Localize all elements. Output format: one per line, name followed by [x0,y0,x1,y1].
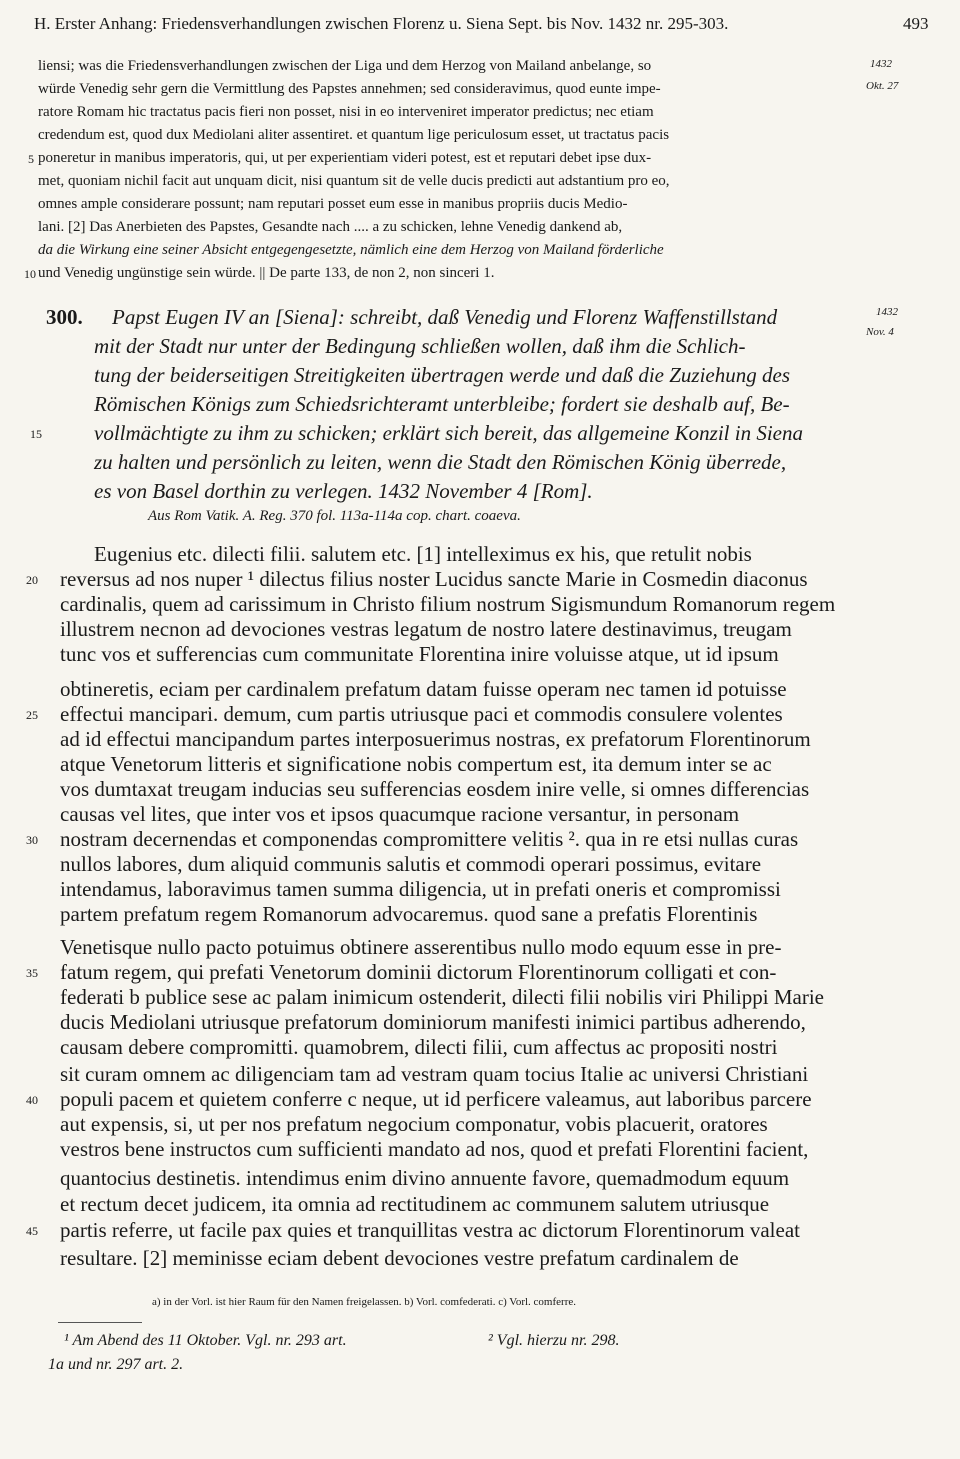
prev-line: lani. [2] Das Anerbieten des Papstes, Gesandte nach .... a zu schicken, lehne Venedig dankend ab, [38,219,623,235]
body-line: ad id effectui mancipandum partes interposuerimus nostras, ex prefatorum Florentinorum [60,727,811,751]
body-line: federati b publice sese ac palam inimicum ostenderit, dilecti filii nobilis viri Philippi Marie [60,985,824,1009]
body-line: nostram decernendas et componendas compromittere velitis ². qua in re etsi nullas curas [60,827,799,851]
prev-line: liensi; was die Friedensverhandlungen zwischen der Liga und dem Herzog von Mailand anbelange, so [38,58,652,74]
line-number: 10 [24,267,36,281]
body-line: partem prefatum regem Romanorum advocaremus. quod sane a prefatis Florentinis [60,902,758,926]
body-line: illustrem necnon ad devociones vestras legatum de nostro latere destinavimus, treugam [60,617,792,641]
body-line: tunc vos et sufferencias cum communitate Florentina inire voluisse atque, ut id ipsum [60,642,779,666]
body-line: Venetisque nullo pacto potuimus obtinere asserentibus nullo modo equum esse in pre- [60,935,782,959]
body-line: atque Venetorum litteris et significatione nobis compertum est, ita demum inter se ac [60,752,772,776]
footnote-1: ¹ Am Abend des 11 Oktober. Vgl. nr. 293 art. [64,1332,347,1349]
entry-number: 300. [46,305,83,329]
body-line: obtineretis, eciam per cardinalem prefatum datam fuisse operam nec tamen id potuisse [60,677,787,701]
apparatus-notes: a) in der Vorl. ist hier Raum für den Namen freigelassen. b) Vorl. comfederati. c) Vorl. comferre. [152,1296,576,1308]
line-number: 5 [28,152,34,166]
body-line: causam debere compromitti. quamobrem, dilecti filii, cum affectus ac propositi nostri [60,1035,778,1059]
entry-title-line: vollmächtigte zu ihm zu schicken; erklärt sich bereit, das allgemeine Konzil in Siena [94,421,804,445]
body-line: et rectum decet judicem, ita omnia ad rectitudinem ac communem salutem utriusque [60,1192,770,1216]
body-line: quantocius destinetis. intendimus enim divino annuente favore, quemadmodum equum [60,1166,790,1190]
prev-line: und Venedig ungünstige sein würde. || De parte 133, de non 2, non sinceri 1. [38,265,495,281]
body-line: vos dumtaxat treugam inducias seu sufferencias eosdem inire velle, si omnes differencias [60,777,810,801]
page-number: 493 [903,14,929,33]
body-line: resultare. [2] meminisse eciam debent devociones vestre prefatum cardinalem de [60,1246,739,1270]
body-line: cardinalis, quem ad carissimum in Christo filium nostrum Sigismundum Romanorum regem [60,592,836,616]
footnote-2: ² Vgl. hierzu nr. 298. [488,1332,620,1349]
body-line: populi pacem et quietem conferre c neque, ut id perficere valeamus, aut laboribus parcere [60,1087,812,1111]
line-number: 30 [26,833,38,847]
line-number: 15 [30,427,42,441]
running-header: H. Erster Anhang: Friedensverhandlungen zwischen Florenz u. Siena Sept. bis Nov. 1432 nr. 295-303. [34,14,729,33]
entry-margin-day: Nov. 4 [866,326,894,338]
line-number: 35 [26,966,38,980]
body-line: sit curam omnem ac diligenciam tam ad vestram quam tocius Italie ac universi Christiani [60,1062,809,1086]
entry-title-line: Römischen Königs zum Schiedsrichteramt unterbleibe; fordert sie deshalb auf, Be- [94,392,790,416]
prev-line: credendum est, quod dux Mediolani aliter assentiret. et quantum lige periculosum esset, ut tractatus pacis [38,127,670,143]
line-number: 45 [26,1224,38,1238]
line-number: 20 [26,573,38,587]
prev-line: würde Venedig sehr gern die Vermittlung des Papstes annehmen; sed consideravimus, quod eunte impe- [38,81,661,97]
entry-title-line: zu halten und persönlich zu leiten, wenn die Stadt den Römischen König überrede, [94,450,787,474]
body-line: ducis Mediolani utriusque prefatorum dominiorum manifesti inimici partibus adherendo, [60,1010,806,1034]
body-line: causas vel lites, que inter vos et ipsos quacumque racione versantur, in personam [60,802,740,826]
body-line: reversus ad nos nuper ¹ dilectus filius noster Lucidus sancte Marie in Cosmedin diaconus [60,567,808,591]
entry-title-line: tung der beiderseitigen Streitigkeiten übertragen werde und daß die Zuziehung des [94,363,790,387]
body-line: fatum regem, qui prefati Venetorum dominii dictorum Florentinorum colligati et con- [60,960,777,984]
prev-line: omnes ample considerare possunt; nam reputari posset eum esse in manibus propriis ducis Medio- [38,196,628,212]
prev-line: ratore Romam hic tractatus pacis fieri non posset, nisi in eo interveniret imperator predictus; nec etiam [38,104,654,120]
source-line: Aus Rom Vatik. A. Reg. 370 fol. 113a-114a cop. chart. coaeva. [148,508,521,524]
line-number: 40 [26,1093,38,1107]
body-line: partis referre, ut facile pax quies et tranquillitas vestra ac dictorum Florentinorum valeat [60,1218,800,1242]
footnote-rule [58,1322,142,1323]
prev-line: poneretur in manibus imperatoris, qui, ut per experientiam videri potest, est et reputari debet ipse dux- [38,150,652,166]
prev-line: met, quoniam nichil facit aut unquam dicit, nisi quantum sit de velle ducis predicti aut adstantium pro eo, [38,173,670,189]
body-line: aut expensis, si, ut per nos prefatum negocium componatur, vobis placuerit, oratores [60,1112,768,1136]
entry-title-line: Papst Eugen IV an [Siena]: schreibt, daß Venedig und Florenz Waffenstillstand [112,305,778,329]
entry-title-line: es von Basel dorthin zu verlegen. 1432 November 4 [Rom]. [94,479,593,503]
footnote-1-cont: 1a und nr. 297 art. 2. [48,1356,184,1373]
margin-year: 1432 [870,58,892,70]
body-line: Eugenius etc. dilecti filii. salutem etc. [1] intelleximus ex his, que retulit nobis [94,542,752,566]
body-line: effectui mancipari. demum, cum partis utriusque paci et commodis consulere volentes [60,702,783,726]
body-line: intendamus, laboravimus tamen summa diligencia, ut in prefati oneris et compromissi [60,877,781,901]
margin-day: Okt. 27 [866,80,899,92]
body-line: vestros bene instructos cum sufficienti mandato ad nos, quod et prefati Florentini facient, [60,1137,809,1161]
entry-margin-year: 1432 [876,306,898,318]
body-line: nullos labores, dum aliquid communis salutis et commodi operari possimus, evitare [60,852,762,876]
entry-title-line: mit der Stadt nur unter der Bedingung schließen wollen, daß ihm die Schlich- [94,334,746,358]
prev-line: da die Wirkung eine seiner Absicht entgegengesetzte, nämlich eine dem Herzog von Mailand förderliche [38,242,664,258]
line-number: 25 [26,708,38,722]
